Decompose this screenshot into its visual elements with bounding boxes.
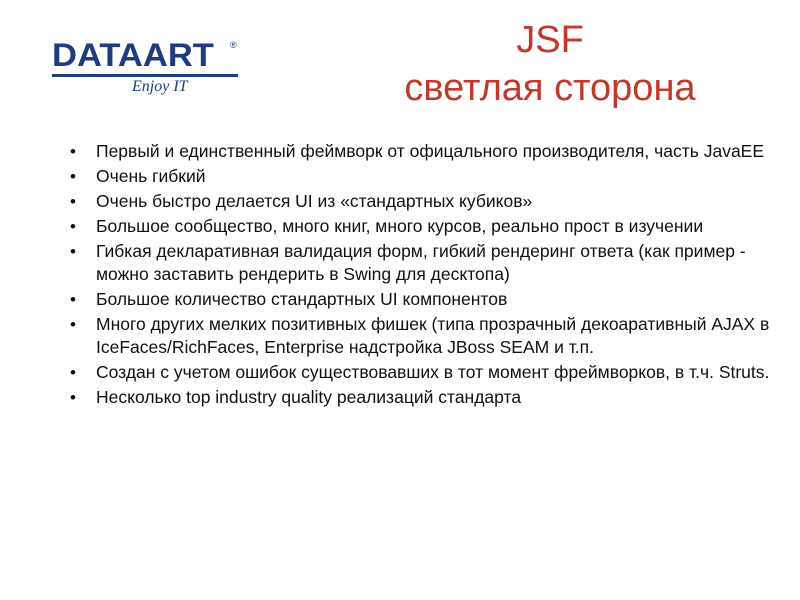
bullet-item: • Гибкая декларативная валидация форм, гибкий рендеринг ответа (как пример - можно заставить рендерить в Swing для десктопа) [66, 240, 786, 286]
bullet-item: • Большое сообщество, много книг, много курсов, реально прост в изучении [66, 215, 786, 238]
bullet-item: • Создан с учетом ошибок существовавших в тот момент фреймворков, в т.ч. Struts. [66, 361, 786, 384]
bullet-item: • Первый и единственный феймворк от офицального производителя, часть JavaEE [66, 140, 786, 163]
logo-tagline: Enjoy IT [132, 78, 188, 95]
slide-title-line-2: светлая сторона [404, 67, 696, 109]
slide-title [330, 16, 770, 112]
bullet-item: • Очень гибкий [66, 165, 786, 188]
bullet-item: • Много других мелких позитивных фишек (типа прозрачный декоаративный AJAX в IceFaces/RichFaces, Enterprise надстройка JBoss SEAM и т.п. [66, 313, 786, 359]
bullet-item: • Несколько top industry quality реализаций стандарта [66, 386, 786, 409]
logo-underline [52, 74, 238, 77]
bullet-item: • Очень быстро делается UI из «стандартных кубиков» [66, 190, 786, 213]
logo-wordmark: DATAART [52, 37, 214, 73]
logo-registered-mark: ® [230, 40, 237, 50]
dataart-logo [52, 38, 242, 96]
bullet-list [66, 140, 786, 411]
slide-title-line-1: JSF [516, 19, 584, 61]
bullet-item: • Большое количество стандартных UI компонентов [66, 288, 786, 311]
